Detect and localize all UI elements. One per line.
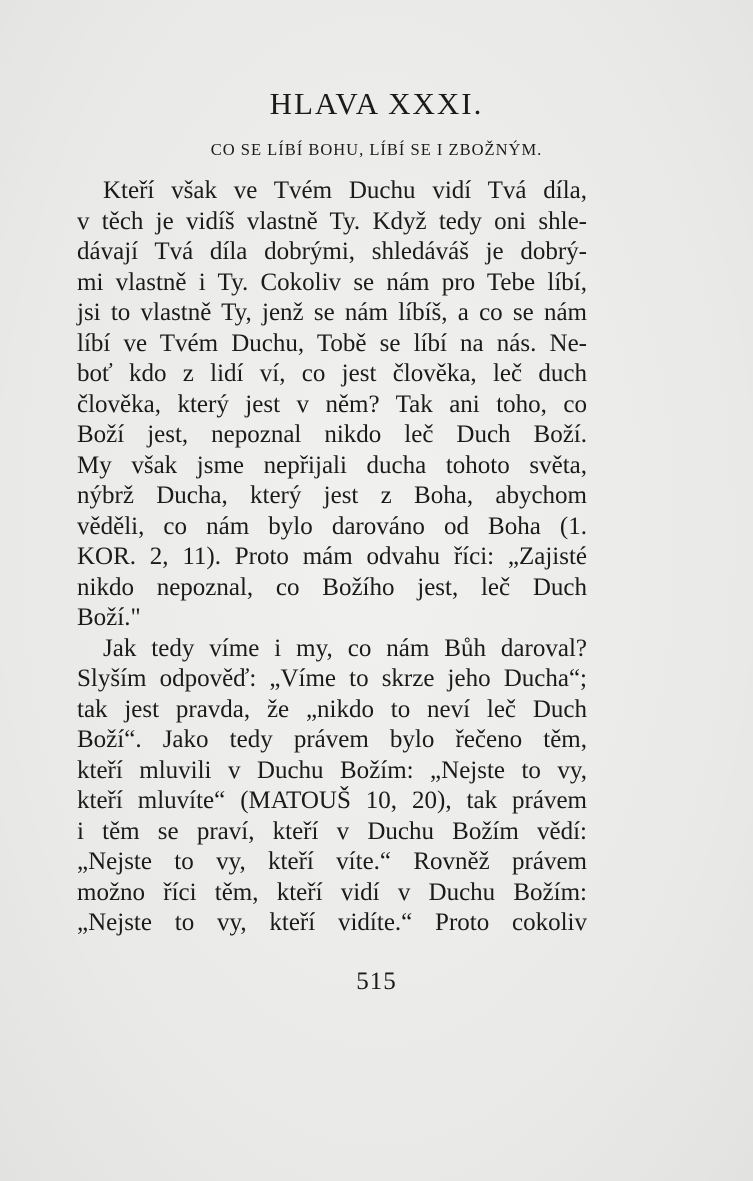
- chapter-subtitle: CO SE LÍBÍ BOHU, LÍBÍ SE I ZBOŽNÝM.: [210, 140, 543, 159]
- text-line: tak jest pravda, že „nikdo to neví leč Duch: [77, 695, 587, 723]
- text-line: kteří mluvili v Duchu Božím: „Nejste to vy,: [77, 756, 587, 784]
- text-line: Kteří však ve Tvém Duchu vidí Tvá díla,: [103, 177, 587, 204]
- text-line: „Nejste to vy, kteří vidíte.“ Proto cokoliv: [77, 909, 587, 936]
- text-line: „Nejste to vy, kteří víte.“ Rovněž právem: [77, 848, 587, 875]
- text-line: boť kdo z lidí ví, co jest člověka, leč duch: [77, 360, 587, 387]
- text-line: dávají Tvá díla dobrými, shledáváš je dobrý-: [77, 238, 587, 265]
- text-line: nikdo nepoznal, co Božího jest, leč Duch: [77, 573, 587, 601]
- text-line: jsi to vlastně Ty, jenž se nám líbíš, a co se nám: [77, 299, 587, 326]
- body-text: [77, 176, 587, 939]
- text-line: kteří mluvíte“ (MATOUŠ 10, 20), tak právem: [77, 787, 587, 814]
- text-line: člověka, který jest v něm? Tak ani toho, co: [77, 390, 587, 418]
- text-line: i těm se praví, kteří v Duchu Božím vědí:: [77, 817, 587, 845]
- text-line: Boží“. Jako tedy právem bylo řečeno těm,: [77, 726, 587, 753]
- page-number: 515: [356, 968, 397, 995]
- text-line: v těch je vidíš vlastně Ty. Když tedy oni shle-: [77, 207, 587, 235]
- text-line: Slyším odpověď: „Víme to skrze jeho Ducha“;: [77, 665, 587, 692]
- text-line: KOR. 2, 11). Proto mám odvahu říci: „Zajisté: [77, 543, 587, 570]
- text-line: nýbrž Ducha, který jest z Boha, abychom: [77, 482, 587, 509]
- text-line: Boží jest, nepoznal nikdo leč Duch Boží.: [77, 421, 587, 448]
- text-line: mi vlastně i Ty. Cokoliv se nám pro Tebe líbí,: [77, 268, 587, 296]
- text-line: My však jsme nepřijali ducha tohoto světa,: [77, 451, 587, 479]
- text-line: možno říci těm, kteří vidí v Duchu Božím:: [77, 878, 587, 906]
- text-line: líbí ve Tvém Duchu, Tobě se líbí na nás. Ne-: [77, 329, 587, 357]
- text-line: Jak tedy víme i my, co nám Bůh daroval?: [103, 634, 587, 662]
- text-line: věděli, co nám bylo darováno od Boha (1.: [77, 512, 587, 540]
- chapter-title: HLAVA XXXI.: [269, 86, 484, 121]
- text-line: Boží.": [77, 604, 141, 631]
